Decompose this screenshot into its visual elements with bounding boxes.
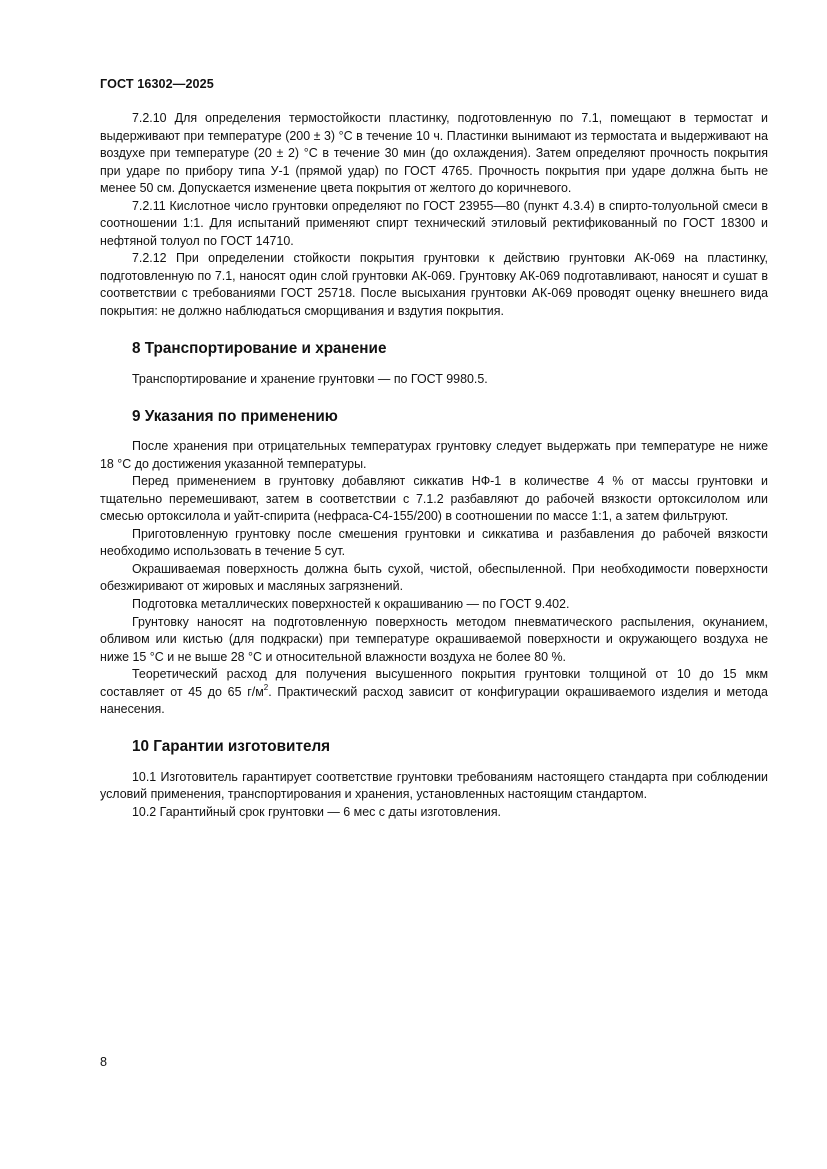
paragraph-10-2: 10.2 Гарантийный срок грунтовки — 6 мес с даты изготовления. bbox=[132, 804, 502, 819]
section-8-paragraph: Транспортирование и хранение грунтовки — по ГОСТ 9980.5. bbox=[132, 371, 488, 386]
consumption-text-end: . Практический расход зависит от конфигурации окрашиваемого изделия и метода нанесения. bbox=[100, 684, 768, 717]
paragraph-7-2-10: 7.2.10 Для определения термостойкости пластинку, подготовленную по 7.1, помещают в термостат и выдерживают при температуре (200 ± 3) °С в течение 10 ч. Пластинки вынимают из термостата и выдерживают на воздухе при температуре (20 ± 2) °С в течение 30 мин (до охлаждения). Затем определяют прочность покрытия при ударе по прибору типа У-1 (прямой удар) по ГОСТ 4765. Прочность покрытия при ударе должна быть не менее 50 см. Допускается изменение цвета покрытия от желтого до коричневого. bbox=[100, 111, 768, 196]
paragraph-7-2-11: 7.2.11 Кислотное число грунтовки определяют по ГОСТ 23955—80 (пункт 4.3.4) в спирто-толуольной смеси в соотношении 1:1. Для испытаний применяют спирт технический этиловый ректификованный по ГОСТ 18300 и нефтяной толуол по ГОСТ 14710. bbox=[100, 198, 768, 248]
running-header: ГОСТ 16302—2025 bbox=[100, 77, 214, 91]
document-body bbox=[100, 110, 768, 822]
paragraph-7-2-12: 7.2.12 При определении стойкости покрытия грунтовки к действию грунтовки АК-069 на пластинку, подготовленную по 7.1, наносят один слой грунтовки АК-069. Грунтовку АК-069 подготавливают, наносят и сушат в соответствии с требованиями ГОСТ 25718. После высыхания грунтовки АК-069 проводят оценку внешнего вида покрытия: не должно наблюдаться сморщивания и вздутия покрытия. bbox=[100, 251, 768, 319]
section-9-paragraph: Подготовка металлических поверхностей к окрашиванию — по ГОСТ 9.402. bbox=[132, 597, 570, 612]
section-9-paragraph: После хранения при отрицательных температурах грунтовку следует выдержать при температуре не ниже 18 °С до достижения указанной температуры. bbox=[100, 439, 768, 471]
section-9-paragraph: Окрашиваемая поверхность должна быть сухой, чистой, обеспыленной. При необходимости поверхности обезжиривают от жировых и масляных загрязнений. bbox=[100, 561, 768, 594]
section-9-paragraph: Приготовленную грунтовку после смешения грунтовки и сиккатива и разбавления до рабочей вязкости необходимо использовать в течение 5 сут. bbox=[100, 526, 768, 559]
paragraph-10-1: 10.1 Изготовитель гарантирует соответствие грунтовки требованиям настоящего стандарта при соблюдении условий применения, транспортирования и хранения, установленных настоящим стандартом. bbox=[100, 769, 768, 802]
consumption-text: Теоретический расход для получения высушенного покрытия грунтовки толщиной от 10 до 15 мкм составляет от 45 до 65 г/м bbox=[100, 667, 768, 699]
section-9-consumption-paragraph bbox=[100, 666, 768, 719]
section-9-paragraph: Перед применением в грунтовку добавляют сиккатив НФ-1 в количестве 4 % от массы грунтовки и тщательно перемешивают, затем в соответствии с 7.1.2 разбавляют до рабочей вязкости ортоксилолом или смесью ортоксилола и уайт-спирита (нефраса-С4-155/200) в соотношении по массе 1:1, а затем фильтруют. bbox=[100, 474, 768, 524]
section-8-heading: 8 Транспортирование и хранение bbox=[132, 339, 387, 357]
section-10-heading: 10 Гарантии изготовителя bbox=[132, 737, 331, 755]
section-9-heading: 9 Указания по применению bbox=[132, 408, 338, 426]
superscript-two: 2 bbox=[263, 682, 269, 692]
page-number: 8 bbox=[100, 1055, 108, 1069]
section-9-paragraph: Грунтовку наносят на подготовленную поверхность методом пневматического распыления, окунанием, обливом или кистью (для подкраски) при температуре окрашиваемой поверхности и окружающего воздуха не ниже 15 °С и не выше 28 °С и относительной влажности воздуха не более 80 %. bbox=[100, 614, 768, 664]
